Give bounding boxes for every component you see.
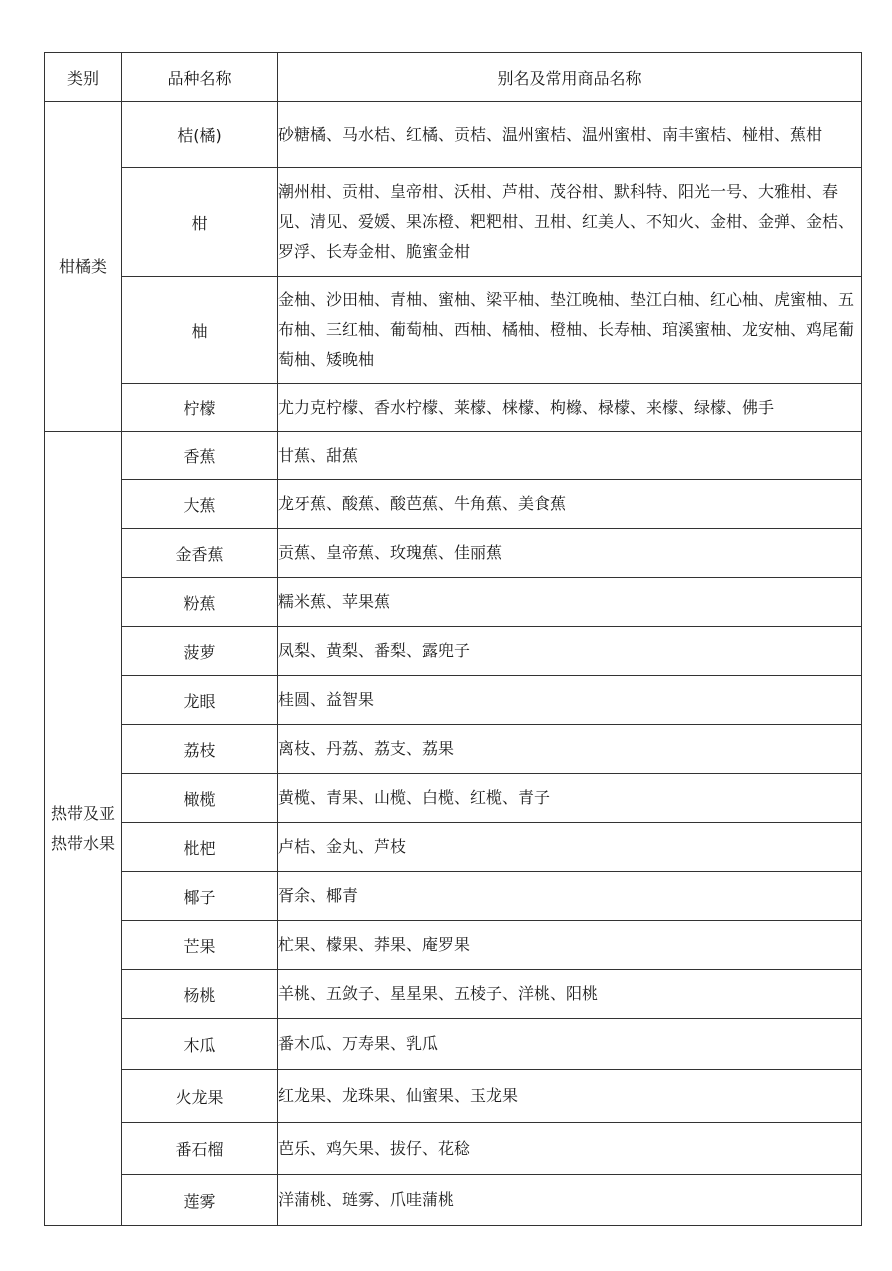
alias-cell: 卢桔、金丸、芦枝: [278, 823, 862, 872]
table-row: [45, 529, 862, 578]
variety-cell: 桔(橘): [122, 102, 278, 168]
alias-cell: 离枝、丹荔、荔支、荔果: [278, 725, 862, 774]
header-aliases: 别名及常用商品名称: [278, 53, 862, 102]
table-row: [45, 774, 862, 823]
alias-cell: 桂圆、益智果: [278, 676, 862, 725]
alias-cell: 潮州柑、贡柑、皇帝柑、沃柑、芦柑、茂谷柑、默科特、阳光一号、大雅柑、春见、清见、爱媛、果冻橙、粑粑柑、丑柑、红美人、不知火、金柑、金弹、金桔、罗浮、长寿金柑、脆蜜金柑: [278, 168, 862, 277]
variety-cell: 火龙果: [122, 1070, 278, 1123]
header-row: [45, 53, 862, 102]
variety-cell: 椰子: [122, 872, 278, 921]
variety-cell: 荔枝: [122, 725, 278, 774]
alias-cell: 凤梨、黄梨、番梨、露兜子: [278, 627, 862, 676]
alias-cell: 砂糖橘、马水桔、红橘、贡桔、温州蜜桔、温州蜜柑、南丰蜜桔、椪柑、蕉柑: [278, 102, 862, 168]
variety-cell: 木瓜: [122, 1019, 278, 1070]
header-variety: 品种名称: [122, 53, 278, 102]
alias-cell: 羊桃、五敛子、星星果、五棱子、洋桃、阳桃: [278, 970, 862, 1019]
table-row: [45, 1123, 862, 1175]
variety-cell: 菠萝: [122, 627, 278, 676]
alias-cell: 金柚、沙田柚、青柚、蜜柚、梁平柚、垫江晚柚、垫江白柚、红心柚、虎蜜柚、五布柚、三红柚、葡萄柚、西柚、橘柚、橙柚、长寿柚、琯溪蜜柚、龙安柚、鸡尾葡萄柚、矮晚柚: [278, 277, 862, 384]
alias-cell: 尤力克柠檬、香水柠檬、莱檬、梾檬、枸橼、椂檬、来檬、绿檬、佛手: [278, 384, 862, 432]
table-row: [45, 823, 862, 872]
alias-cell: 芭乐、鸡矢果、拔仔、花稔: [278, 1123, 862, 1175]
alias-cell: 杧果、檬果、莽果、庵罗果: [278, 921, 862, 970]
variety-cell: 杨桃: [122, 970, 278, 1019]
variety-cell: 莲雾: [122, 1175, 278, 1226]
category-cell-citrus: 柑橘类: [45, 102, 122, 432]
category-cell-tropical: 热带及亚热带水果: [45, 432, 122, 1226]
variety-cell: 橄榄: [122, 774, 278, 823]
alias-cell: 黄榄、青果、山榄、白榄、红榄、青子: [278, 774, 862, 823]
alias-cell: 红龙果、龙珠果、仙蜜果、玉龙果: [278, 1070, 862, 1123]
table-row: [45, 1070, 862, 1123]
header-category: 类别: [45, 53, 122, 102]
table-row: [45, 627, 862, 676]
fruit-alias-table: [44, 52, 862, 1226]
alias-cell: 贡蕉、皇帝蕉、玫瑰蕉、佳丽蕉: [278, 529, 862, 578]
variety-cell: 柠檬: [122, 384, 278, 432]
table-row: [45, 578, 862, 627]
table-row: [45, 277, 862, 384]
variety-cell: 番石榴: [122, 1123, 278, 1175]
table-row: [45, 384, 862, 432]
variety-cell: 大蕉: [122, 480, 278, 529]
table-row: [45, 1175, 862, 1226]
alias-cell: 糯米蕉、苹果蕉: [278, 578, 862, 627]
table-row: [45, 970, 862, 1019]
alias-cell: 龙牙蕉、酸蕉、酸芭蕉、牛角蕉、美食蕉: [278, 480, 862, 529]
table-row: [45, 480, 862, 529]
table-row: [45, 432, 862, 480]
table-row: [45, 1019, 862, 1070]
variety-cell: 枇杷: [122, 823, 278, 872]
table-row: [45, 676, 862, 725]
table-row: [45, 921, 862, 970]
variety-cell: 柚: [122, 277, 278, 384]
table-row: [45, 872, 862, 921]
variety-cell: 芒果: [122, 921, 278, 970]
table-row: [45, 102, 862, 168]
alias-cell: 洋蒲桃、琏雾、爪哇蒲桃: [278, 1175, 862, 1226]
variety-cell: 柑: [122, 168, 278, 277]
variety-cell: 香蕉: [122, 432, 278, 480]
alias-cell: 番木瓜、万寿果、乳瓜: [278, 1019, 862, 1070]
variety-cell: 金香蕉: [122, 529, 278, 578]
table-row: [45, 168, 862, 277]
alias-cell: 甘蕉、甜蕉: [278, 432, 862, 480]
alias-cell: 胥余、椰青: [278, 872, 862, 921]
variety-cell: 龙眼: [122, 676, 278, 725]
variety-cell: 粉蕉: [122, 578, 278, 627]
table-row: [45, 725, 862, 774]
